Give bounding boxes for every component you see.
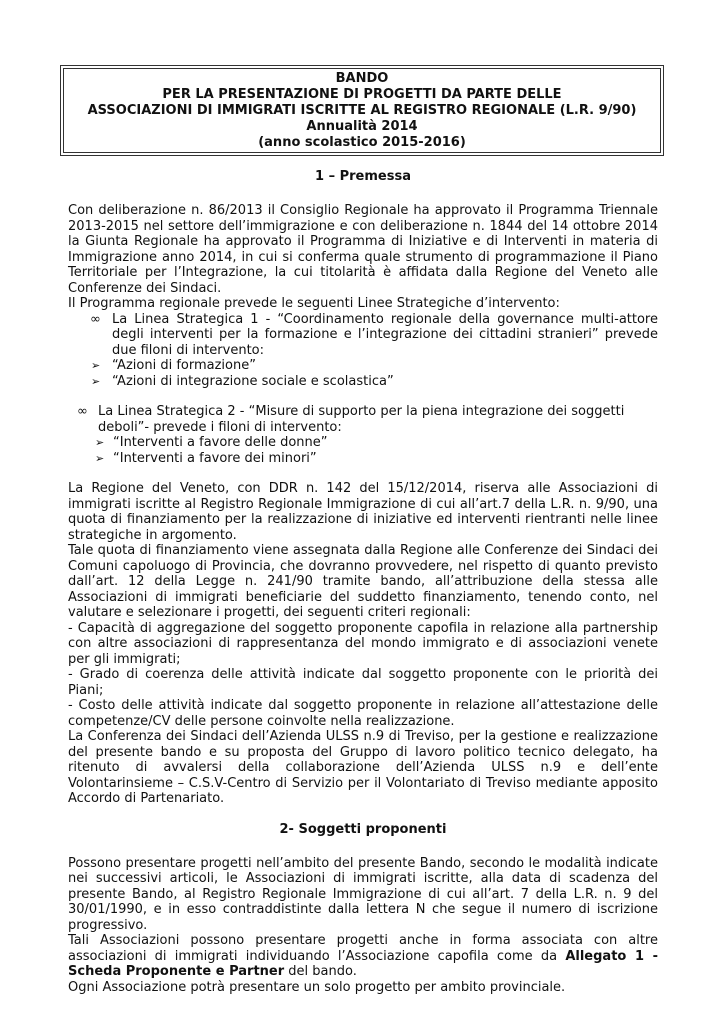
title-line-2: PER LA PRESENTAZIONE DI PROGETTI DA PARTE DELLE <box>162 87 562 102</box>
linea-1-item-a <box>68 358 658 374</box>
section-1-heading: 1 – Premessa <box>315 169 411 184</box>
soggetti-paragraph-2-end: del bando. <box>284 964 357 979</box>
infinity-bullet-icon: ∞ <box>77 404 88 419</box>
linea-2-item-a <box>68 435 658 451</box>
linea-strategica-1 <box>68 312 658 359</box>
linea-1-text: La Linea Strategica 1 - “Coordinamento regionale della governance multi-attore degli interventi per la formazione e l’integrazione dei cittadini stranieri” prevede due filoni di intervento: <box>112 311 658 358</box>
arrow-bullet-icon: ➢ <box>95 436 105 449</box>
infinity-bullet-icon: ∞ <box>90 311 101 327</box>
title-line-5: (anno scolastico 2015-2016) <box>258 135 466 150</box>
arrow-bullet-icon: ➢ <box>91 374 101 388</box>
soggetti-paragraph-2 <box>68 933 658 980</box>
allegato-1-reference: Allegato 1 - Scheda Proponente e Partner <box>68 948 659 979</box>
soggetti-paragraph-2-start: Tali Associazioni possono presentare progetti anche in forma associata con altre associazioni di immigrati individuando l’Associazione capofila come da <box>68 933 658 964</box>
title-box <box>63 68 661 153</box>
premessa-paragraph-5: La Conferenza dei Sindaci dell’Azienda ULSS n.9 di Treviso, per la gestione e realizzazione del presente bando e su proposta del Gruppo di lavoro politico tecnico delegato, ha ritenuto di avvalersi della collaborazione dell’Azienda ULSS n.9 e dell’ente Volontarinsieme – C.S.V-Centro di Servizio per il Volontariato di Treviso mediante apposito Accordo di Partenariato. <box>68 729 658 806</box>
criterion-3: - Costo delle attività indicate dal soggetto proponente in relazione all’attestazione delle competenze/CV delle persone coinvolte nella realizzazione. <box>68 698 658 729</box>
premessa-paragraph-4: Tale quota di finanziamento viene assegnata dalla Regione alle Conferenze dei Sindaci dei Comuni capoluogo di Provincia, che dovranno provvedere, nel rispetto di quanto previsto dall’art. 12 della Legge n. 241/90 tramite bando, all’attribuzione della stessa alle Associazioni di immigrati beneficiarie del suddetto finanziamento, tenendo conto, nel valutare e selezionare i progetti, dei seguenti criteri regionali: <box>68 543 658 620</box>
arrow-bullet-icon: ➢ <box>95 451 105 465</box>
title-line-3: ASSOCIAZIONI DI IMMIGRATI ISCRITTE AL REGISTRO REGIONALE (L.R. 9/90) <box>87 103 637 118</box>
linea-1-item-b-text: “Azioni di integrazione sociale e scolastica” <box>112 373 394 389</box>
premessa-paragraph-3: La Regione del Veneto, con DDR n. 142 del 15/12/2014, riserva alle Associazioni di immigrati iscritte al Registro Regionale Immigrazione di cui all’art.7 della L.R. n. 9/90, una quota di finanziamento per la realizzazione di iniziative ed interventi rientranti nelle linee strategiche in argomento. <box>68 481 658 543</box>
linea-strategica-2 <box>68 404 638 435</box>
linea-2-item-b <box>68 451 658 467</box>
document-page <box>68 68 658 995</box>
section-2-heading: 2- Soggetti proponenti <box>279 821 447 837</box>
arrow-bullet-icon: ➢ <box>91 359 101 372</box>
criterion-1: - Capacità di aggregazione del soggetto proponente capofila in relazione alla partnership con altre associazioni di rappresentanza del mondo immigrato e di associazioni venete per gli immigrati; <box>68 620 658 667</box>
premessa-paragraph-1: Con deliberazione n. 86/2013 il Consiglio Regionale ha approvato il Programma Triennale 2013-2015 nel settore dell’immigrazione e con deliberazione n. 1844 del 14 ottobre 2014 la Giunta Regionale ha approvato il Programma di Iniziative e di Interventi in materia di Immigrazione anno 2014, in cui si conferma quale strumento di programmazione il Piano Territoriale per l’Integrazione, la cui titolarità è affidata dalla Regione del Veneto alle Conferenze dei Sindaci. <box>68 203 658 296</box>
soggetti-paragraph-3: Ogni Associazione potrà presentare un solo progetto per ambito provinciale. <box>68 979 566 995</box>
criterion-2: - Grado di coerenza delle attività indicate dal soggetto proponente con le priorità dei Piani; <box>68 667 658 698</box>
linea-2-item-b-text: “Interventi a favore dei minori” <box>113 450 317 466</box>
title-line-4: Annualità 2014 <box>306 119 418 134</box>
linea-2-item-a-text: “Interventi a favore delle donne” <box>113 435 328 450</box>
title-line-1: BANDO <box>335 71 389 86</box>
premessa-paragraph-2: Il Programma regionale prevede le seguenti Linee Strategiche d’intervento: <box>68 296 560 311</box>
soggetti-paragraph-1: Possono presentare progetti nell’ambito del presente Bando, secondo le modalità indicate nei successivi articoli, le Associazioni di immigrati iscritte, alla data di scadenza del presente Bando, al Registro Regionale Immigrazione di cui all’art. 7 della L.R. n. 9 del 30/01/1990, e in esso contraddistinte dalla lettera N che segue il numero di iscrizione progressivo. <box>68 855 658 933</box>
linea-1-item-b <box>68 374 658 390</box>
linea-1-item-a-text: “Azioni di formazione” <box>112 358 256 373</box>
linea-2-text: La Linea Strategica 2 - “Misure di supporto per la piena integrazione dei soggetti deboli”- prevede i filoni di intervento: <box>98 404 625 435</box>
